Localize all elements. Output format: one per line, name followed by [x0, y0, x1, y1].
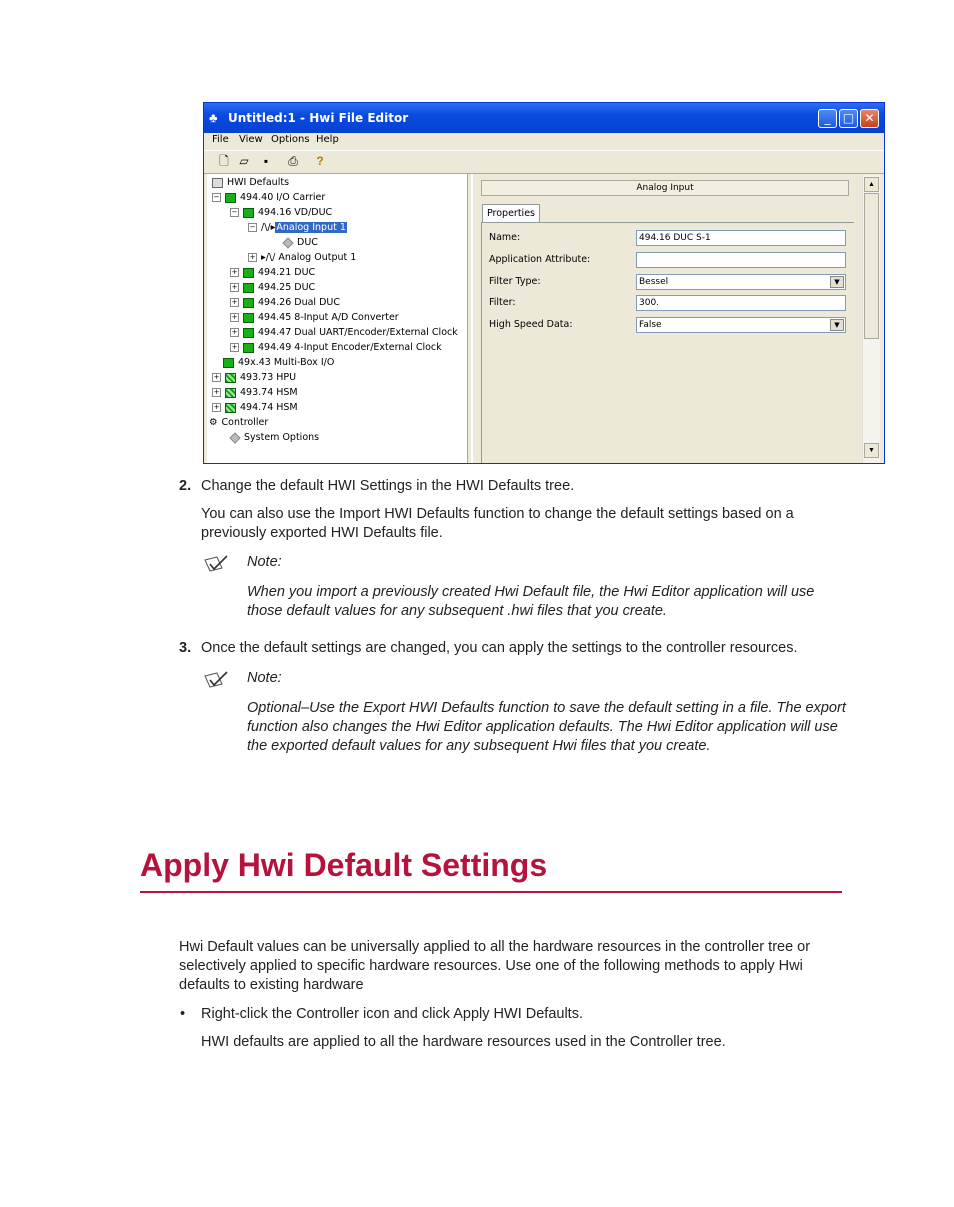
- dropdown-arrow-icon[interactable]: ▼: [830, 276, 844, 288]
- menu-file[interactable]: File: [212, 134, 229, 145]
- tree-node-494-45[interactable]: + 494.45 8-Input A/D Converter: [231, 312, 399, 323]
- tree-node-vd-duc[interactable]: − 494.16 VD/DUC: [231, 207, 333, 218]
- high-speed-data-select[interactable]: False ▼: [636, 317, 846, 333]
- section-intro: Hwi Default values can be universally applied to all the hardware resources in the controller tree or selectively applied to specific hardware resources. Use one of the following methods to apply Hwi defaults to existing hardware: [179, 939, 811, 993]
- collapse-icon[interactable]: −: [249, 223, 256, 231]
- board-icon: [243, 208, 254, 218]
- expand-icon[interactable]: +: [213, 388, 220, 396]
- expand-icon[interactable]: +: [249, 253, 256, 261]
- board-icon: [225, 388, 236, 398]
- tree-node-494-49[interactable]: + 494.49 4-Input Encoder/External Clock: [231, 342, 442, 353]
- tree-node-multi-box-io[interactable]: 49x.43 Multi-Box I/O: [223, 356, 334, 369]
- bullet-detail: HWI defaults are applied to all the hardware resources used in the Controller tree.: [201, 1034, 726, 1050]
- toolbar: [204, 150, 884, 174]
- bullet-marker: •: [180, 1006, 186, 1022]
- menu-options[interactable]: Options: [271, 134, 310, 145]
- hwi-defaults-tree: [207, 174, 468, 464]
- application-attribute-label: Application Attribute:: [489, 254, 591, 265]
- new-file-icon[interactable]: 🗋: [219, 154, 229, 168]
- step-2-number: 2.: [179, 478, 192, 494]
- application-attribute-field[interactable]: [636, 252, 846, 268]
- diamond-icon: [282, 237, 293, 248]
- tree-node-io-carrier[interactable]: − 494.40 I/O Carrier: [213, 192, 326, 203]
- note-pencil-icon: [203, 670, 229, 692]
- section-heading: Apply Hwi Default Settings: [140, 847, 548, 883]
- tree-node-494-25[interactable]: + 494.25 DUC: [231, 282, 316, 293]
- expand-icon[interactable]: +: [213, 403, 220, 411]
- save-icon[interactable]: ▪: [263, 154, 269, 168]
- board-icon: [243, 298, 254, 308]
- collapse-icon[interactable]: −: [231, 208, 238, 216]
- tree-node-duc[interactable]: DUC: [282, 236, 318, 249]
- signal-icon: /\/▸: [261, 222, 276, 233]
- tree-node-analog-output-1[interactable]: + ▸/\/ Analog Output 1: [249, 252, 357, 263]
- tree-node-hwi-defaults[interactable]: HWI Defaults: [212, 176, 289, 189]
- note-text: When you import a previously created Hwi Default file, the Hwi Editor application will use those default values for any subsequent .hwi files that you create.: [247, 584, 815, 619]
- hwi-file-editor-window: [203, 102, 885, 464]
- heading-rule: [140, 891, 842, 893]
- name-label: Name:: [489, 232, 521, 243]
- expand-icon[interactable]: +: [231, 313, 238, 321]
- board-icon: [243, 343, 254, 353]
- tree-node-494-74-hsm[interactable]: + 494.74 HSM: [213, 402, 298, 413]
- tab-properties[interactable]: Properties: [482, 204, 540, 222]
- properties-pane: [471, 174, 868, 464]
- dropdown-arrow-icon[interactable]: ▼: [830, 319, 844, 331]
- scroll-up-icon[interactable]: ▲: [864, 177, 879, 192]
- filter-type-label: Filter Type:: [489, 276, 541, 287]
- filter-field[interactable]: 300.: [636, 295, 846, 311]
- diamond-icon: [229, 432, 240, 443]
- print-icon[interactable]: ⎙: [288, 154, 298, 168]
- tree-node-system-options[interactable]: System Options: [229, 431, 319, 444]
- note-pencil-icon: [203, 554, 229, 576]
- open-folder-icon[interactable]: ▱: [239, 154, 249, 168]
- tree-node-analog-input-1[interactable]: − /\/▸Analog Input 1: [249, 222, 346, 233]
- step-2-detail: You can also use the Import HWI Defaults function to change the default settings based on a previously exported HWI Defaults file.: [201, 506, 794, 541]
- collapse-icon[interactable]: −: [213, 193, 220, 201]
- expand-icon[interactable]: +: [231, 268, 238, 276]
- note-label: Note:: [247, 670, 282, 686]
- note-label: Note:: [247, 554, 282, 570]
- board-icon: [225, 193, 236, 203]
- bullet-text: Right-click the Controller icon and click Apply HWI Defaults.: [201, 1006, 583, 1022]
- scroll-down-icon[interactable]: ▼: [864, 443, 879, 458]
- expand-icon[interactable]: +: [213, 373, 220, 381]
- board-icon: [243, 283, 254, 293]
- expand-icon[interactable]: +: [231, 343, 238, 351]
- signal-icon: ▸/\/: [261, 252, 279, 263]
- menu-help[interactable]: Help: [316, 134, 339, 145]
- maximize-button[interactable]: □: [839, 109, 858, 128]
- minimize-button[interactable]: _: [818, 109, 837, 128]
- board-icon: [225, 373, 236, 383]
- expand-icon[interactable]: +: [231, 328, 238, 336]
- high-speed-data-label: High Speed Data:: [489, 319, 573, 330]
- board-icon: [223, 358, 234, 368]
- board-icon: [243, 328, 254, 338]
- note-text: Optional–Use the Export HWI Defaults function to save the default setting in a file. The export function also changes the Hwi Editor application defaults. The Hwi Editor application will use the exported default values for any subsequent Hwi files that you create.: [247, 700, 846, 754]
- window-title: Untitled:1 - Hwi File Editor: [228, 111, 409, 125]
- name-field[interactable]: 494.16 DUC S-1: [636, 230, 846, 246]
- step-3-text: Once the default settings are changed, you can apply the settings to the controller resources.: [201, 640, 798, 656]
- vertical-scrollbar[interactable]: [862, 175, 880, 464]
- title-bar: [204, 103, 884, 133]
- scroll-thumb[interactable]: [864, 193, 879, 339]
- controller-icon: ⚙: [209, 417, 218, 428]
- board-icon: [243, 313, 254, 323]
- menu-view[interactable]: View: [239, 134, 263, 145]
- app-icon: ♣: [209, 110, 218, 125]
- menu-bar: [204, 133, 884, 149]
- board-icon: [225, 403, 236, 413]
- tree-node-494-21[interactable]: + 494.21 DUC: [231, 267, 316, 278]
- tree-node-494-47[interactable]: + 494.47 Dual UART/Encoder/External Clock: [231, 327, 458, 338]
- tree-node-494-26[interactable]: + 494.26 Dual DUC: [231, 297, 340, 308]
- step-2-text: Change the default HWI Settings in the HWI Defaults tree.: [201, 478, 575, 494]
- filter-type-select[interactable]: Bessel ▼: [636, 274, 846, 290]
- filter-label: Filter:: [489, 297, 516, 308]
- properties-header: Analog Input: [481, 180, 849, 196]
- close-button[interactable]: ✕: [860, 109, 879, 128]
- document-icon: [212, 178, 223, 188]
- tree-node-controller[interactable]: ⚙ Controller: [209, 417, 269, 428]
- board-icon: [243, 268, 254, 278]
- step-3-number: 3.: [179, 640, 192, 656]
- help-icon[interactable]: ?: [316, 154, 324, 168]
- expand-icon[interactable]: +: [231, 298, 238, 306]
- expand-icon[interactable]: +: [231, 283, 238, 291]
- tree-node-493-74-hsm[interactable]: + 493.74 HSM: [213, 387, 298, 398]
- tree-node-493-73-hpu[interactable]: + 493.73 HPU: [213, 372, 297, 383]
